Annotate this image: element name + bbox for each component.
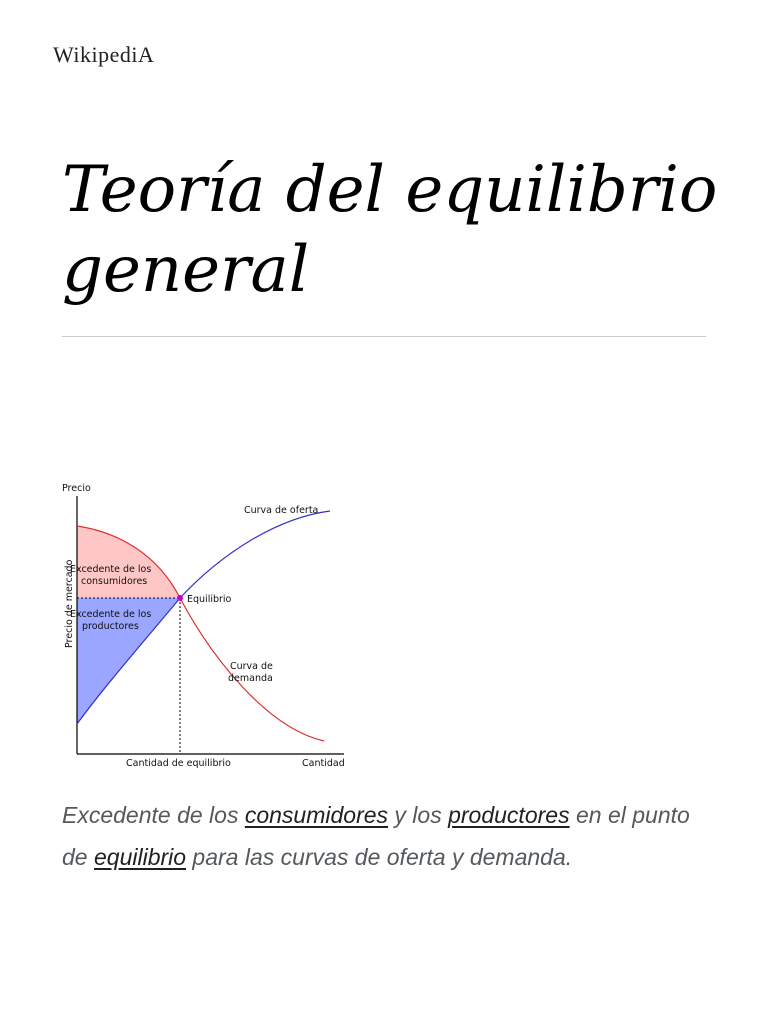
title-divider bbox=[62, 336, 706, 337]
caption-text-3: en el punto de bbox=[62, 802, 690, 870]
figure-caption bbox=[62, 794, 710, 878]
consumer-surplus-label-2: consumidores bbox=[81, 576, 148, 587]
equilibrium-quantity-label: Cantidad de equilibrio bbox=[126, 758, 231, 769]
link-consumidores[interactable]: consumidores bbox=[244, 802, 389, 828]
demand-curve-label-1: Curva de bbox=[230, 661, 273, 672]
x-axis-label: Cantidad bbox=[302, 758, 345, 769]
wikipedia-wordmark[interactable]: WikipediA bbox=[53, 42, 155, 67]
link-productores[interactable]: productores bbox=[448, 802, 570, 828]
y-axis-sublabel: Precio de mercado bbox=[64, 559, 75, 648]
supply-demand-diagram bbox=[62, 478, 346, 774]
y-axis-label: Precio bbox=[62, 483, 91, 494]
equilibrium-point bbox=[177, 595, 183, 601]
producer-surplus-label-2: productores bbox=[82, 621, 139, 632]
caption-text-4: para las curvas de oferta y demanda. bbox=[186, 844, 573, 870]
supply-curve-label: Curva de oferta bbox=[244, 505, 319, 516]
demand-curve-label-2: demanda bbox=[228, 673, 273, 684]
page-title: Teoría del equilibrio general bbox=[62, 153, 718, 307]
producer-surplus-label-1: Excedente de los bbox=[70, 609, 152, 620]
supply-demand-figure[interactable] bbox=[62, 478, 346, 774]
caption-text-1: Excedente de los bbox=[62, 802, 245, 828]
consumer-surplus-label-1: Excedente de los bbox=[70, 564, 152, 575]
caption-text-2: y los bbox=[388, 802, 449, 828]
equilibrium-label: Equilibrio bbox=[187, 594, 232, 605]
link-equilibrio[interactable]: equilibrio bbox=[93, 844, 187, 870]
consumer-surplus-area bbox=[77, 526, 180, 598]
